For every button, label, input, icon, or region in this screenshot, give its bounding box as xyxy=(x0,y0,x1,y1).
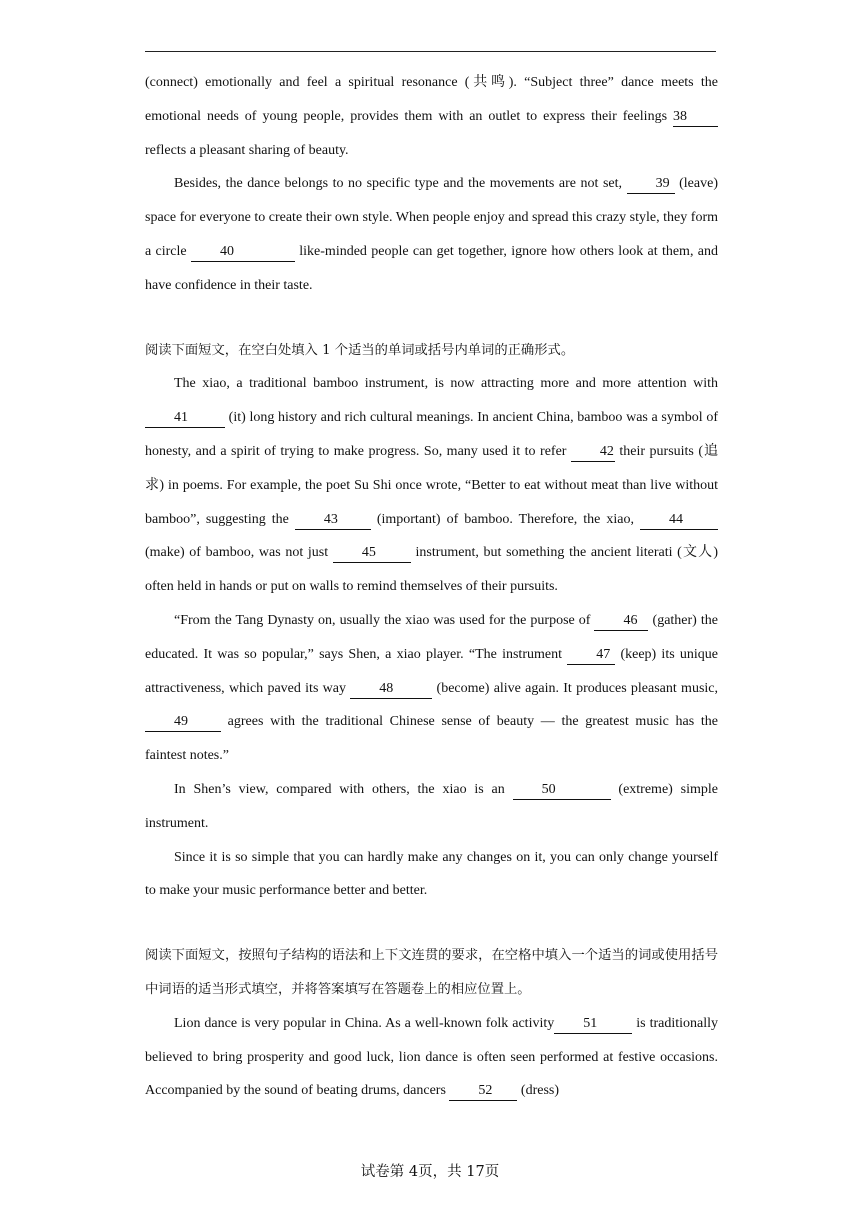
blank-46[interactable]: 46 xyxy=(594,613,648,631)
blank-47[interactable]: 47 xyxy=(567,647,615,665)
passage2-paragraph4: Since it is so simple that you can hardly make any changes on it, you can only change yourself to make your music performance better and better. xyxy=(145,849,718,899)
passage2-paragraph3: In Shen’s view, compared with others, the xiao is an 50 (extreme) simple instrument. xyxy=(145,781,718,831)
blank-49[interactable]: 49 xyxy=(145,714,221,732)
passage1-paragraph1: (connect) emotionally and feel a spiritual resonance (共鸣). “Subject three” dance meets the emotional needs of young people, provides them with an outlet to express their feelings 38 reflects a pleasant sharing of beauty. xyxy=(145,75,718,158)
blank-50[interactable]: 50 xyxy=(513,782,611,800)
blank-38[interactable]: 38 xyxy=(673,109,718,127)
blank-43[interactable]: 43 xyxy=(295,512,371,530)
blank-52[interactable]: 52 xyxy=(449,1083,517,1101)
passage1-paragraph2: Besides, the dance belongs to no specific type and the movements are not set, 39 (leave) space for everyone to create their own style. When people enjoy and spread this crazy style, they form a circle 40 like-minded people can get together, ignore how others look at them, and have confidence in their taste. xyxy=(145,176,718,293)
passage3-paragraph1: Lion dance is very popular in China. As a well-known folk activity 51 is traditionally believed to bring prosperity and good luck, lion dance is often seen performed at festive occasions. Accompanied by the sound of beating drums, dancers 52 (dress) xyxy=(145,1007,718,1108)
page-footer: 试卷第 4页，共 17页 xyxy=(360,1164,500,1180)
blank-45[interactable]: 45 xyxy=(333,545,411,563)
blank-40[interactable]: 40 xyxy=(191,244,295,262)
section-instruction: 阅读下面短文，在空白处填入 1 个适当的单词或括号内单词的正确形式。 xyxy=(145,342,575,358)
blank-39[interactable]: 39 xyxy=(627,176,675,194)
blank-41[interactable]: 41 xyxy=(145,410,225,428)
passage2-paragraph1: The xiao, a traditional bamboo instrument, is now attracting more and more attention with 41 (it) long history and rich cultural meanings. In ancient China, bamboo was a symbol of honesty, and a spirit of trying to make progress. So, many used it to refer 42 their pursuits (追求) in poems. For example, the poet Su Shi once wrote, “Better to eat without meat than live without bamboo”, suggesting the 43 (important) of bamboo. Therefore, the xiao, 44 (make) of bamboo, was not just 45 instrument, but something the ancient literati (文人) often held in hands or put on walls to remind themselves of their pursuits. xyxy=(145,376,718,595)
passage2-paragraph2: “From the Tang Dynasty on, usually the xiao was used for the purpose of 46 (gather) the educated. It was so popular,” says Shen, a xiao player. “The instrument 47 (keep) its unique attractiveness, which paved its way 48 (become) alive again. It produces pleasant music, 49 agrees with the traditional Chinese sense of beauty — the greatest music has the faintest notes.” xyxy=(145,612,719,764)
header-rule xyxy=(145,51,716,52)
section-instruction-2: 阅读下面短文，按照句子结构的语法和上下文连贯的要求，在空格中填入一个适当的词或使用括号中词语的适当形式填空，并将答案填写在答题卷上的相应位置上。 xyxy=(145,948,718,997)
document-page xyxy=(145,66,718,1108)
blank-48[interactable]: 48 xyxy=(350,681,432,699)
blank-44[interactable]: 44 xyxy=(640,512,718,530)
blank-51[interactable]: 51 xyxy=(554,1016,632,1034)
blank-42[interactable]: 42 xyxy=(571,444,615,462)
